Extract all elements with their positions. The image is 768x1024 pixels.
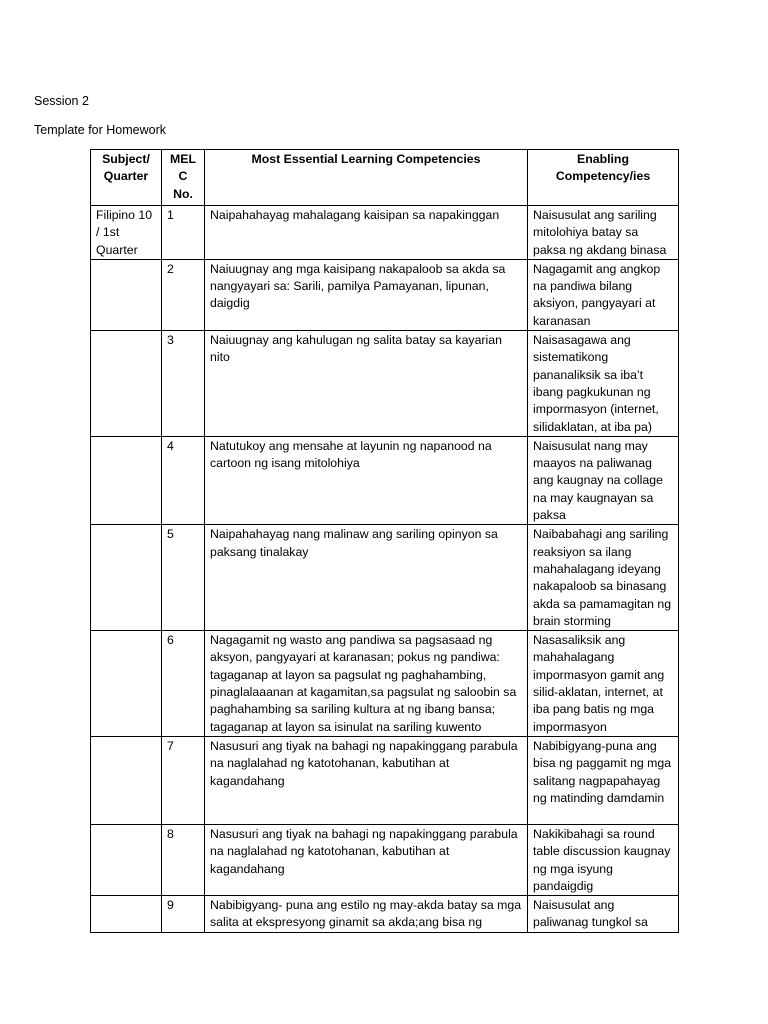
enabling-cell: Nagagamit ang angkop na pandiwa bilang aksiyon, pangyayari at karanasan <box>528 259 679 330</box>
melc-number: 6 <box>162 631 205 737</box>
competency-cell: Naiuugnay ang mga kaisipang nakapaloob sa akda sa nangyayari sa: Sarili, pamilya Pamayanan, lipunan, daigdig <box>205 259 528 330</box>
table-row <box>91 206 679 260</box>
competency-cell: Natutukoy ang mensahe at layunin ng napanood na cartoon ng isang mitolohiya <box>205 436 528 524</box>
melc-number: 2 <box>162 259 205 330</box>
header-competencies: Most Essential Learning Competencies <box>205 150 528 206</box>
table-row <box>91 331 679 437</box>
header-enabling: Enabling Competency/ies <box>528 150 679 206</box>
melc-number: 4 <box>162 436 205 524</box>
enabling-cell: Nakikibahagi sa round table discussion kaugnay ng mga isyung pandaigdig <box>528 824 679 895</box>
table-row <box>91 631 679 737</box>
header-subject: Subject/ Quarter <box>91 150 162 206</box>
melc-number: 9 <box>162 896 205 933</box>
subject-cell <box>91 259 162 330</box>
subject-cell <box>91 331 162 437</box>
competency-cell: Nabibigyang- puna ang estilo ng may-akda batay sa mga salita at ekspresyong ginamit sa akda;ang bisa ng <box>205 896 528 933</box>
enabling-cell: Naisusulat nang may maayos na paliwanag ang kaugnay na collage na may kaugnayan sa paksa <box>528 436 679 524</box>
competency-cell: Nasusuri ang tiyak na bahagi ng napakinggang parabula na naglalahad ng katotohanan, kabutihan at kagandahang <box>205 736 528 824</box>
competency-cell: Naipahahayag mahalagang kaisipan sa napakinggan <box>205 206 528 260</box>
competency-cell: Nasusuri ang tiyak na bahagi ng napakinggang parabula na naglalahad ng katotohanan, kabutihan at kagandahang <box>205 824 528 895</box>
table-row <box>91 525 679 631</box>
table-row <box>91 736 679 824</box>
table-row <box>91 436 679 524</box>
session-label: Session 2 <box>34 94 89 108</box>
header-melc: MEL C No. <box>162 150 205 206</box>
subject-cell <box>91 824 162 895</box>
subject-cell <box>91 736 162 824</box>
melc-number: 7 <box>162 736 205 824</box>
table-row <box>91 824 679 895</box>
table-row <box>91 259 679 330</box>
enabling-cell: Naibabahagi ang sariling reaksiyon sa ilang mahahalagang ideyang nakapaloob sa binasang akda sa pamamagitan ng brain storming <box>528 525 679 631</box>
melc-number: 1 <box>162 206 205 260</box>
subject-cell <box>91 631 162 737</box>
table-row <box>91 896 679 933</box>
enabling-cell: Naisusulat ang paliwanag tungkol sa <box>528 896 679 933</box>
subject-cell <box>91 525 162 631</box>
enabling-cell: Nabibigyang-puna ang bisa ng paggamit ng mga salitang nagpapahayag ng matinding damdamin <box>528 736 679 824</box>
competency-cell: Nagagamit ng wasto ang pandiwa sa pagsasaad ng aksyon, pangyayari at karanasan; pokus ng pandiwa: tagaganap at layon sa pagsulat ng paghahambing, pinaglalaaanan at kagamitan,sa pagsulat ng saloobin sa paghahambing sa sariling kultura at ng ibang bansa; tagaganap at layon sa isinulat na sariling kuwento <box>205 631 528 737</box>
competency-cell: Naipahahayag nang malinaw ang sariling opinyon sa paksang tinalakay <box>205 525 528 631</box>
competency-table <box>90 149 679 933</box>
melc-number: 3 <box>162 331 205 437</box>
subject-cell: Filipino 10 / 1st Quarter <box>91 206 162 260</box>
enabling-cell: Naisasagawa ang sistematikong pananaliksik sa iba’t ibang pagkukunan ng impormasyon (internet, silidaklatan, at iba pa) <box>528 331 679 437</box>
subject-cell <box>91 896 162 933</box>
template-title: Template for Homework <box>34 123 166 137</box>
competency-cell: Naiuugnay ang kahulugan ng salita batay sa kayarian nito <box>205 331 528 437</box>
enabling-cell: Nasasaliksik ang mahahalagang impormasyon gamit ang silid-aklatan, internet, at iba pang batis ng mga impormasyon <box>528 631 679 737</box>
melc-number: 8 <box>162 824 205 895</box>
enabling-cell: Naisusulat ang sariling mitolohiya batay sa paksa ng akdang binasa <box>528 206 679 260</box>
subject-cell <box>91 436 162 524</box>
melc-number: 5 <box>162 525 205 631</box>
